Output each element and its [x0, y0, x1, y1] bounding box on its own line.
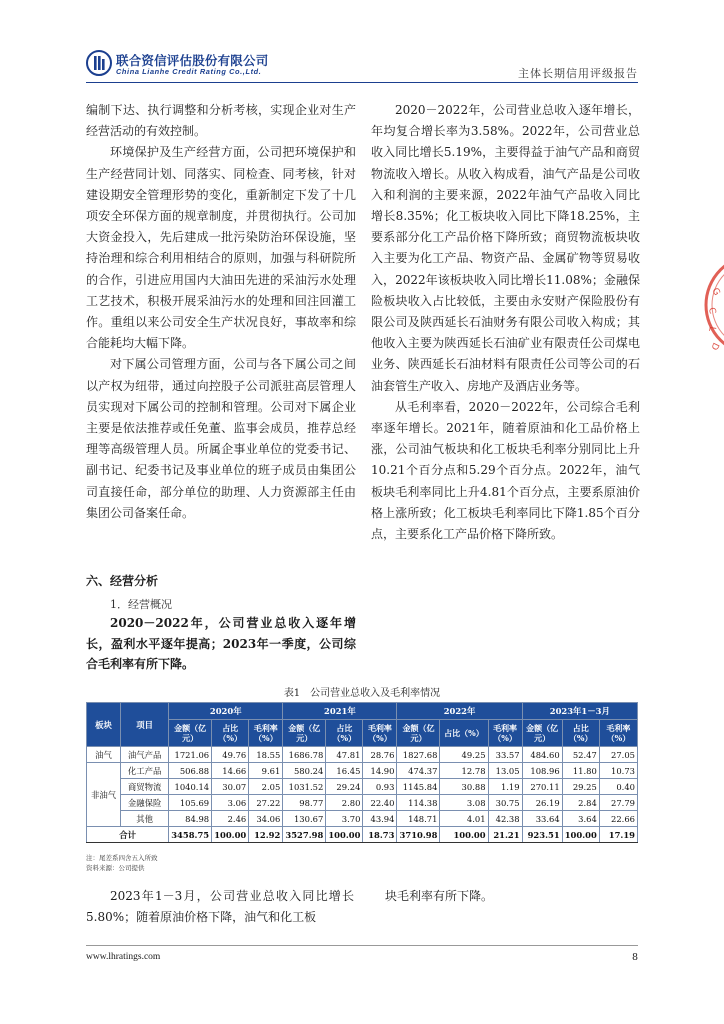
value-cell: 1031.52 — [283, 779, 326, 795]
paragraph: 从毛利率看，2020－2022年，公司综合毛利率逐年增长。2021年，随着原油和化工品价格上涨，公司油气板块和化工板块毛利率分别同比上升10.21个百分点和5.29个百分点。2022年，油气板块毛利率同比上升4.81个百分点，主要系原油价格上涨所致；化工板块毛利率同比下降1.85个百分点，主要系化工产品价格下降所致。 — [371, 399, 640, 542]
value-cell: 14.66 — [212, 763, 249, 779]
value-cell: 1721.06 — [169, 747, 212, 763]
value-cell: 130.67 — [283, 811, 326, 827]
revenue-margin-table — [86, 702, 638, 843]
value-cell: 30.88 — [440, 779, 488, 795]
total-label: 合计 — [87, 827, 169, 843]
value-cell: 114.38 — [397, 795, 440, 811]
header-margin: 毛利率（%） — [363, 720, 397, 747]
value-cell: 2.80 — [326, 795, 363, 811]
value-cell: 42.38 — [488, 811, 522, 827]
item-cell: 金融保险 — [121, 795, 169, 811]
header-item: 项目 — [121, 703, 169, 747]
value-cell: 14.90 — [363, 763, 397, 779]
right-column — [371, 100, 640, 545]
header-share: 占比（%） — [212, 720, 249, 747]
value-cell: 108.96 — [522, 763, 562, 779]
table-row — [87, 795, 638, 811]
header-amount: 金额（亿元） — [283, 720, 326, 747]
page-number: 8 — [631, 952, 638, 963]
value-cell: 27.05 — [599, 747, 637, 763]
header-amount: 金额（亿元） — [522, 720, 562, 747]
value-cell: 3.64 — [562, 811, 599, 827]
segment-cell: 油气 — [87, 747, 121, 763]
footer-url: www.lhratings.com — [86, 952, 161, 962]
summary-text: 2020－2022年，公司营业总收入逐年增长，盈利水平逐年提高；2023年一季度，公司综合毛利率有所下降。 — [86, 616, 356, 671]
value-cell: 9.61 — [249, 763, 283, 779]
value-cell: 506.88 — [169, 763, 212, 779]
header-amount: 金额（亿元） — [169, 720, 212, 747]
svg-text:D: D — [708, 340, 721, 352]
footer-divider — [86, 945, 638, 946]
value-cell: 22.66 — [599, 811, 637, 827]
header-year: 2020年 — [169, 703, 283, 720]
item-cell: 其他 — [121, 811, 169, 827]
header-segment: 板块 — [87, 703, 121, 747]
total-cell: 100.00 — [326, 827, 363, 843]
segment-cell: 非油气 — [87, 763, 121, 827]
value-cell: 3.08 — [440, 795, 488, 811]
total-cell: 100.00 — [562, 827, 599, 843]
value-cell: 2.84 — [562, 795, 599, 811]
paragraph: 编制下达、执行调整和分析考核，实现企业对生产经营活动的有效控制。 — [86, 103, 356, 139]
header-margin: 毛利率（%） — [488, 720, 522, 747]
header-year: 2021年 — [283, 703, 397, 720]
value-cell: 29.25 — [562, 779, 599, 795]
header-share: 占比（%） — [562, 720, 599, 747]
value-cell: 3.06 — [212, 795, 249, 811]
table-row — [87, 779, 638, 795]
value-cell: 27.22 — [249, 795, 283, 811]
paragraph: 2020－2022年，公司营业总收入逐年增长，年均复合增长率为3.58%。2022年，公司营业总收入同比增长5.19%，主要得益于油气产品和商贸物流收入增长。从收入构成看，油气产品是公司收入和利润的主要来源，2022年油气产品收入同比增长8.35%；化工板块收入同比下降18.25%，主要系部分化工产品价格下降所致；商贸物流板块收入主要为化工产品、物资产品、金属矿物等贸易收入，2022年该板块收入同比增长11.08%；金融保险板块收入占比较低，主要由永安财产保险股份有限公司及陕西延长石油财务有限公司收入构成；其他收入主要为陕西延长石油矿业有限责任公司煤电业务、陕西延长石油材料有限责任公司等公司的石油套管生产收入、房地产及酒店业务等。 — [371, 103, 640, 393]
table-caption: 表1 公司营业总收入及毛利率情况 — [283, 688, 441, 699]
value-cell: 49.25 — [440, 747, 488, 763]
svg-text:C: C — [706, 306, 717, 315]
total-cell: 3458.75 — [169, 827, 212, 843]
value-cell: 30.75 — [488, 795, 522, 811]
value-cell: 22.40 — [363, 795, 397, 811]
value-cell: 474.37 — [397, 763, 440, 779]
total-cell: 3527.98 — [283, 827, 326, 843]
value-cell: 27.79 — [599, 795, 637, 811]
value-cell: 148.71 — [397, 811, 440, 827]
header-year: 2023年1－3月 — [522, 703, 637, 720]
svg-text:L: L — [706, 325, 717, 333]
value-cell: 10.73 — [599, 763, 637, 779]
company-name-cn: 联合资信评估股份有限公司 — [116, 53, 269, 68]
bottom-continuation: 块毛利率有所下降。 — [385, 889, 494, 903]
value-cell: 18.55 — [249, 747, 283, 763]
header-amount: 金额（亿元） — [397, 720, 440, 747]
value-cell: 2.46 — [212, 811, 249, 827]
value-cell: 1827.68 — [397, 747, 440, 763]
company-seal-icon — [698, 250, 724, 360]
table-row — [87, 811, 638, 827]
header-share: 占比（%） — [440, 720, 488, 747]
company-name-en: China Lianhe Credit Rating Co.,Ltd. — [116, 67, 262, 76]
value-cell: 4.01 — [440, 811, 488, 827]
svg-text:G: G — [709, 286, 722, 298]
bottom-text: 2023年1－3月，公司营业总收入同比增长5.80%；随着原油价格下降，油气和化工板 — [86, 889, 354, 925]
summary-statement — [86, 613, 356, 675]
total-cell: 17.19 — [599, 827, 637, 843]
value-cell: 1145.84 — [397, 779, 440, 795]
total-cell: 12.92 — [249, 827, 283, 843]
total-cell: 3710.98 — [397, 827, 440, 843]
value-cell: 2.05 — [249, 779, 283, 795]
value-cell: 33.57 — [488, 747, 522, 763]
value-cell: 11.80 — [562, 763, 599, 779]
value-cell: 43.94 — [363, 811, 397, 827]
header-year: 2022年 — [397, 703, 522, 720]
value-cell: 1.19 — [488, 779, 522, 795]
table-notes — [86, 853, 158, 873]
value-cell: 26.19 — [522, 795, 562, 811]
value-cell: 28.76 — [363, 747, 397, 763]
total-cell: 21.21 — [488, 827, 522, 843]
section-heading: 六、经营分析 — [86, 574, 159, 588]
value-cell: 484.60 — [522, 747, 562, 763]
header-divider — [86, 82, 638, 83]
item-cell: 油气产品 — [121, 747, 169, 763]
value-cell: 30.07 — [212, 779, 249, 795]
value-cell: 1040.14 — [169, 779, 212, 795]
value-cell: 0.93 — [363, 779, 397, 795]
value-cell: 270.11 — [522, 779, 562, 795]
table-total-row — [87, 827, 638, 843]
table-row — [87, 763, 638, 779]
value-cell: 13.05 — [488, 763, 522, 779]
company-logo-icon — [86, 50, 112, 76]
header-margin: 毛利率（%） — [249, 720, 283, 747]
total-cell: 18.73 — [363, 827, 397, 843]
value-cell: 16.45 — [326, 763, 363, 779]
value-cell: 3.70 — [326, 811, 363, 827]
value-cell: 1686.78 — [283, 747, 326, 763]
value-cell: 580.24 — [283, 763, 326, 779]
value-cell: 98.77 — [283, 795, 326, 811]
value-cell: 84.98 — [169, 811, 212, 827]
total-cell: 923.51 — [522, 827, 562, 843]
total-cell: 100.00 — [440, 827, 488, 843]
item-cell: 化工产品 — [121, 763, 169, 779]
value-cell: 29.24 — [326, 779, 363, 795]
left-column — [86, 100, 356, 524]
value-cell: 34.06 — [249, 811, 283, 827]
value-cell: 47.81 — [326, 747, 363, 763]
paragraph: 环境保护及生产经营方面，公司把环境保护和生产经营同计划、同落实、同检查、同考核，针对建设期安全管理形势的变化，重新制定下发了十几项安全环保方面的规章制度，并贯彻执行。公司加大资金投入，先后建成一批污染防治环保设施，坚持治理和综合利用相结合的原则，加强与科研院所的合作，引进应用国内大油田先进的采油污水处理工艺技术，积极开展采油污水的处理和回注回灌工作。重组以来公司安全生产状况良好，事故率和综合能耗均大幅下降。 — [86, 145, 356, 351]
table-row — [87, 747, 638, 763]
value-cell: 0.40 — [599, 779, 637, 795]
table-note: 注：尾差系四舍五入所致 — [86, 854, 158, 862]
value-cell: 33.64 — [522, 811, 562, 827]
value-cell: 12.78 — [440, 763, 488, 779]
value-cell: 105.69 — [169, 795, 212, 811]
paragraph: 对下属公司管理方面，公司与各下属公司之间以产权为纽带，通过向控股子公司派驻高层管理人员实现对下属公司的控制和管理。公司对下属企业主要是依法推荐或任免董、监事会成员，推荐总经理等高级管理人员。所属企事业单位的党委书记、副书记、纪委书记及事业单位的班子成员由集团公司直接任命，部分单位的助理、人力资源部主任由集团公司备案任命。 — [86, 357, 356, 520]
value-cell: 52.47 — [562, 747, 599, 763]
sub-heading: 1．经营概况 — [110, 598, 172, 611]
value-cell: 49.76 — [212, 747, 249, 763]
item-cell: 商贸物流 — [121, 779, 169, 795]
total-cell: 100.00 — [212, 827, 249, 843]
bottom-paragraph — [86, 886, 354, 928]
header-share: 占比（%） — [326, 720, 363, 747]
report-title: 主体长期信用评级报告 — [518, 67, 638, 80]
table-source: 资料来源：公司提供 — [86, 864, 145, 872]
header-margin: 毛利率（%） — [599, 720, 637, 747]
